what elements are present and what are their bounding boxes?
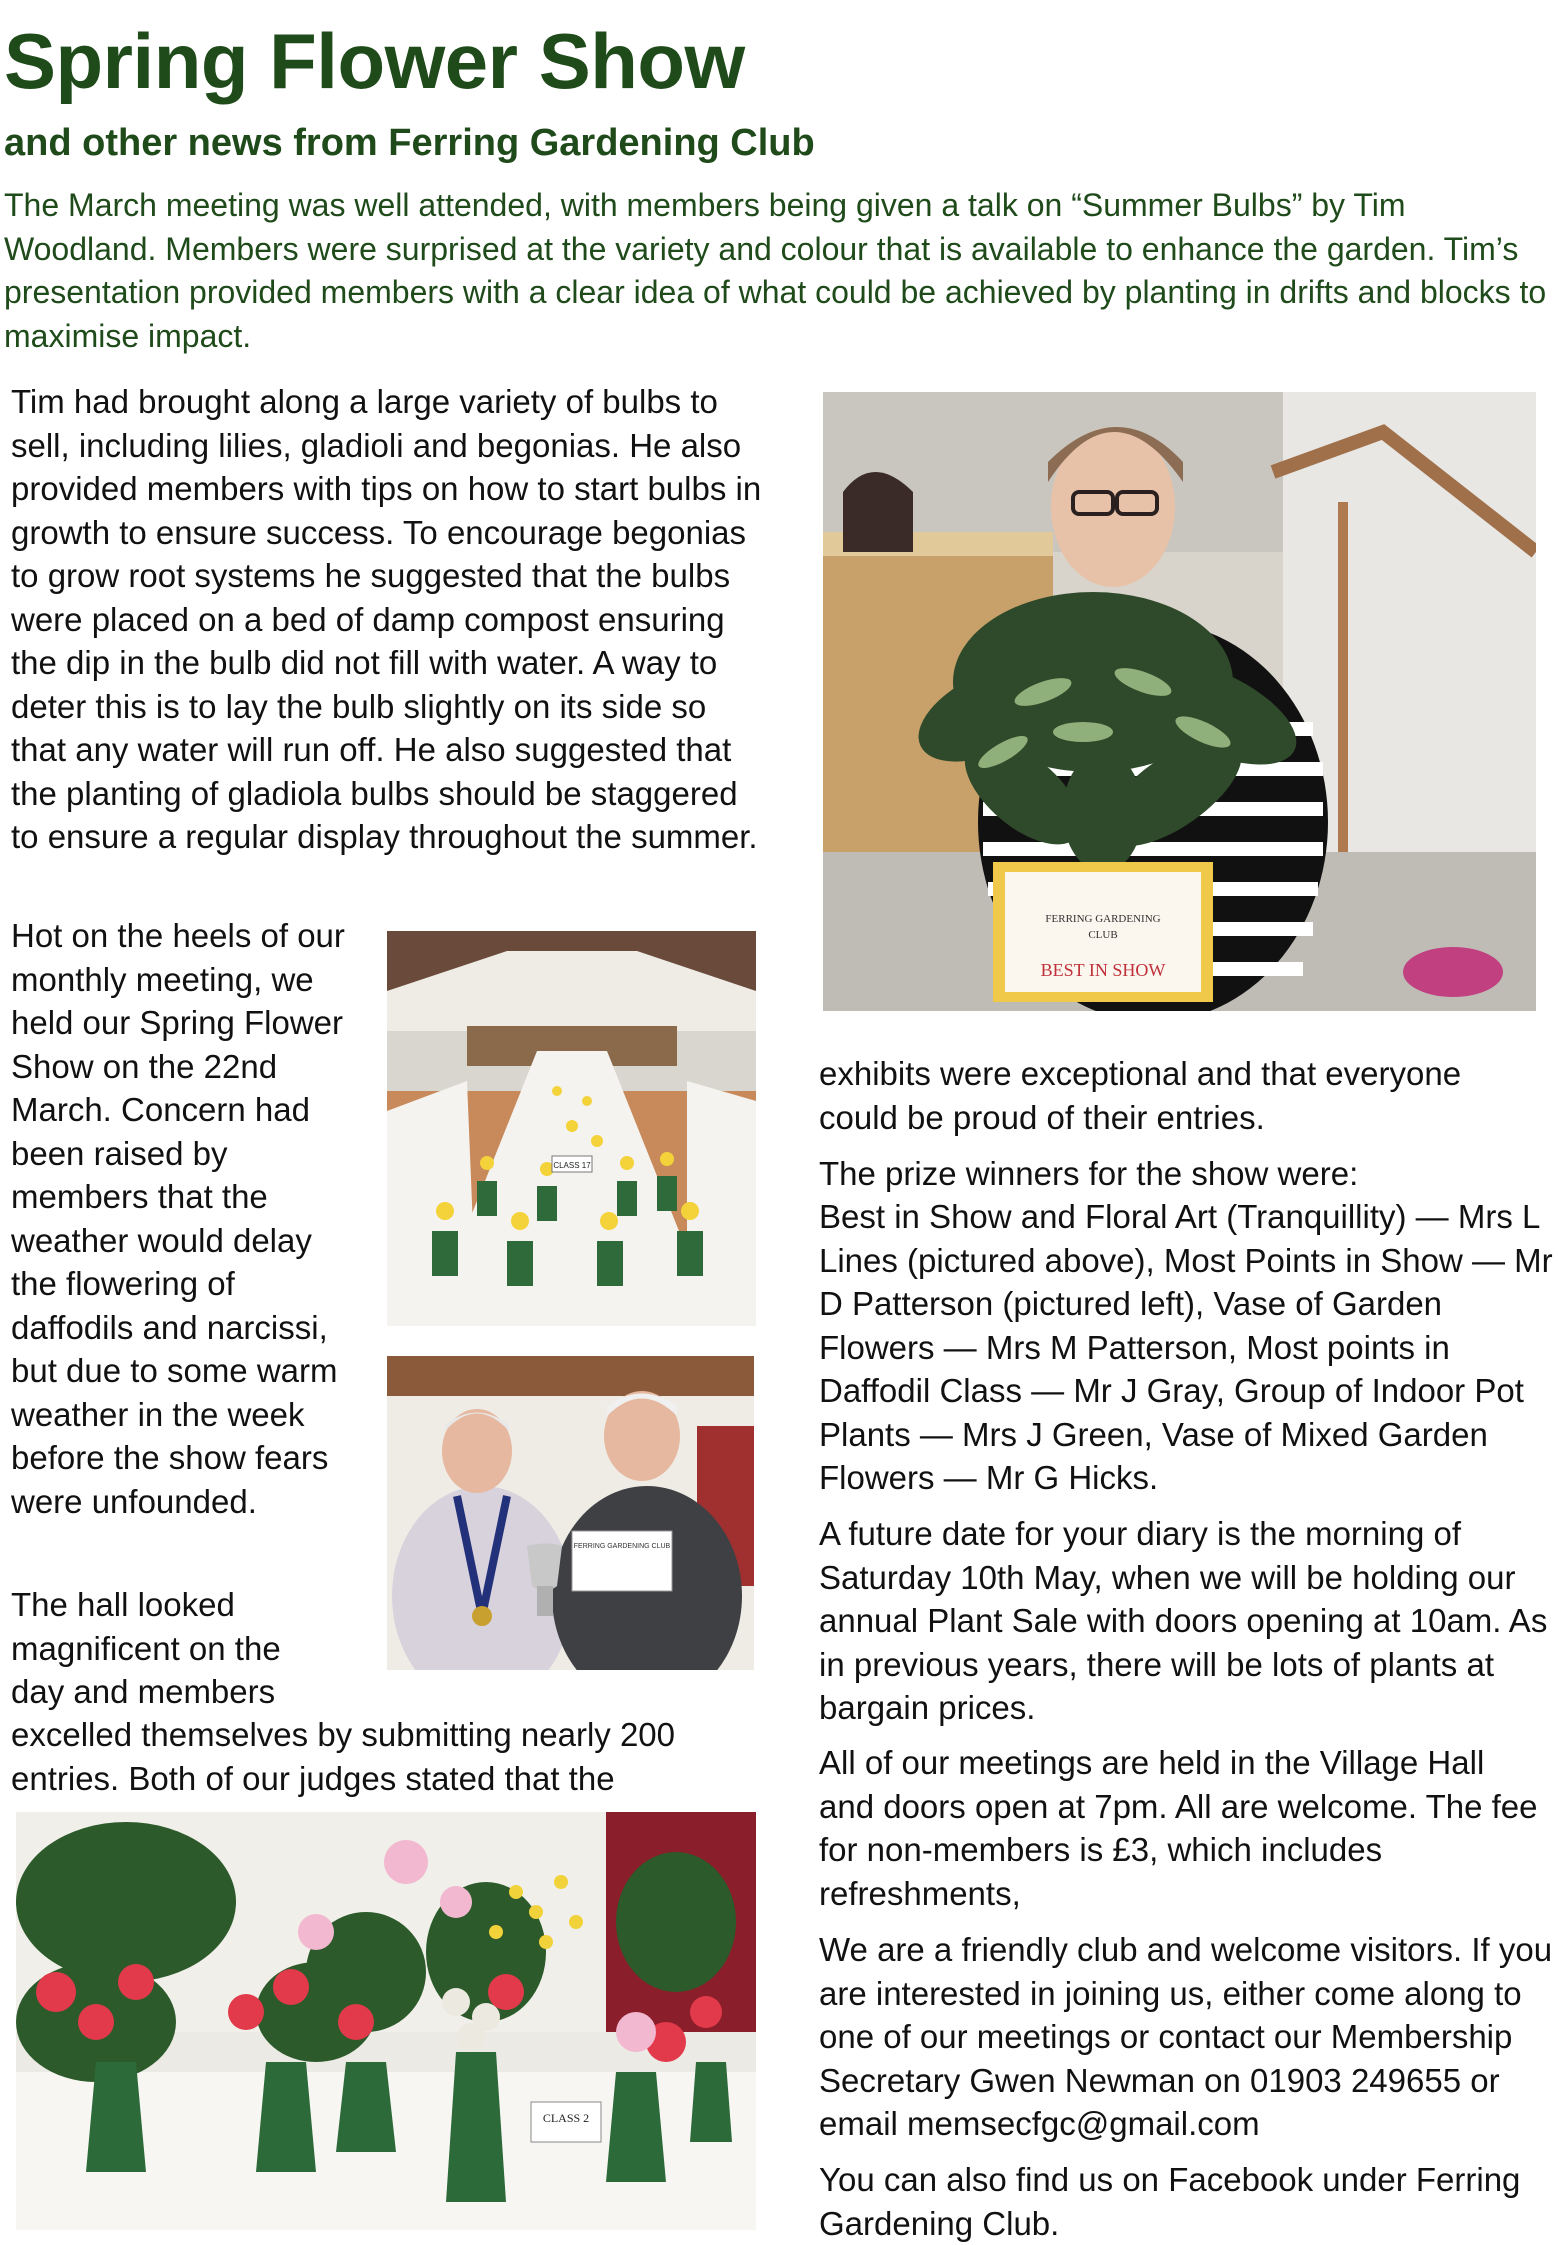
card-text-best: BEST IN SHOW: [1040, 960, 1166, 980]
exhibits-paragraph: exhibits were exceptional and that everyone could be proud of their entries.: [819, 1055, 1462, 1136]
article-subtitle: and other news from Ferring Gardening Club: [4, 122, 815, 164]
prize-winners-heading: The prize winners for the show were:: [819, 1155, 1359, 1192]
card-text-club: FERRING GARDENING: [1045, 913, 1161, 925]
prize-winners-list: Best in Show and Floral Art (Tranquillity) — Mrs L Lines (pictured above), Most Points in Show — Mr D Patterson (pictured left), Vase of Garden Flowers — Mrs M Patterson, Most points in Daffodil Class — Mr J Gray, Group of Indoor Pot Plants — Mrs J Green, Vase of Mixed Garden Flowers — Mr G Hicks.: [819, 1198, 1553, 1496]
hall-daffodils-photo: [387, 931, 756, 1326]
card-text-club-2: CLUB: [1088, 929, 1118, 941]
hall-paragraph-wrap: The hall looked magnificent on the day and members: [11, 1586, 281, 1710]
bulbs-tips-paragraph: Tim had brought along a large variety of bulbs to sell, including lilies, gladioli and begonias. He also provided members with tips on how to start bulbs in growth to ensure success. To encourage begonias to grow root systems he suggested that the bulbs were placed on a bed of damp compost ensuring the dip in the bulb did not fill with water. A way to deter this is to lay the bulb slightly on its side so that any water will run off. He also suggested that the planting of gladiola bulbs should be staggered to ensure a regular display throughout the summer.: [11, 383, 762, 855]
intro-paragraph: The March meeting was well attended, with members being given a talk on “Summer Bulbs” by Tim Woodland. Members were surprised at the variety and colour that is available to enhance the garden. Tim’s presentation provided members with a clear idea of what could be achieved by planting in drifts and blocks to maximise impact.: [4, 187, 1547, 354]
facebook-paragraph: You can also find us on Facebook under Ferring Gardening Club.: [819, 2161, 1521, 2242]
flower-vases-photo: [16, 1812, 756, 2230]
class-card-text: CLASS 2: [542, 2111, 590, 2125]
trophy-presentation-photo: [387, 1356, 754, 1670]
hall-paragraph-continued: excelled themselves by submitting nearly 200 entries. Both of our judges stated that the: [11, 1716, 676, 1797]
plant-sale-paragraph: A future date for your diary is the morning of Saturday 10th May, when we will be holding our annual Plant Sale with doors opening at 10am. As in previous years, there will be lots of plants at bargain prices.: [819, 1515, 1548, 1726]
article-title: Spring Flower Show: [4, 17, 745, 105]
hall-class-card: CLASS 17: [553, 1161, 591, 1170]
best-in-show-photo: [823, 392, 1536, 1011]
flower-show-paragraph: Hot on the heels of our monthly meeting, we held our Spring Flower Show on the 22nd March. Concern had been raised by members that the weather would delay the flowering of daffodils and narcissi, but due to some warm weather in the week before the show fears were unfounded.: [11, 917, 345, 1520]
trophy-card-text: FERRING GARDENING CLUB: [573, 1543, 671, 1550]
meetings-paragraph: All of our meetings are held in the Village Hall and doors open at 7pm. All are welcome. The fee for non-members is £3, which includes refreshments,: [819, 1744, 1538, 1912]
contact-paragraph: We are a friendly club and welcome visitors. If you are interested in joining us, either come along to one of our meetings or contact our Membership Secretary Gwen Newman on 01903 249655 or email memsecfgc@gmail.com: [819, 1931, 1553, 2142]
